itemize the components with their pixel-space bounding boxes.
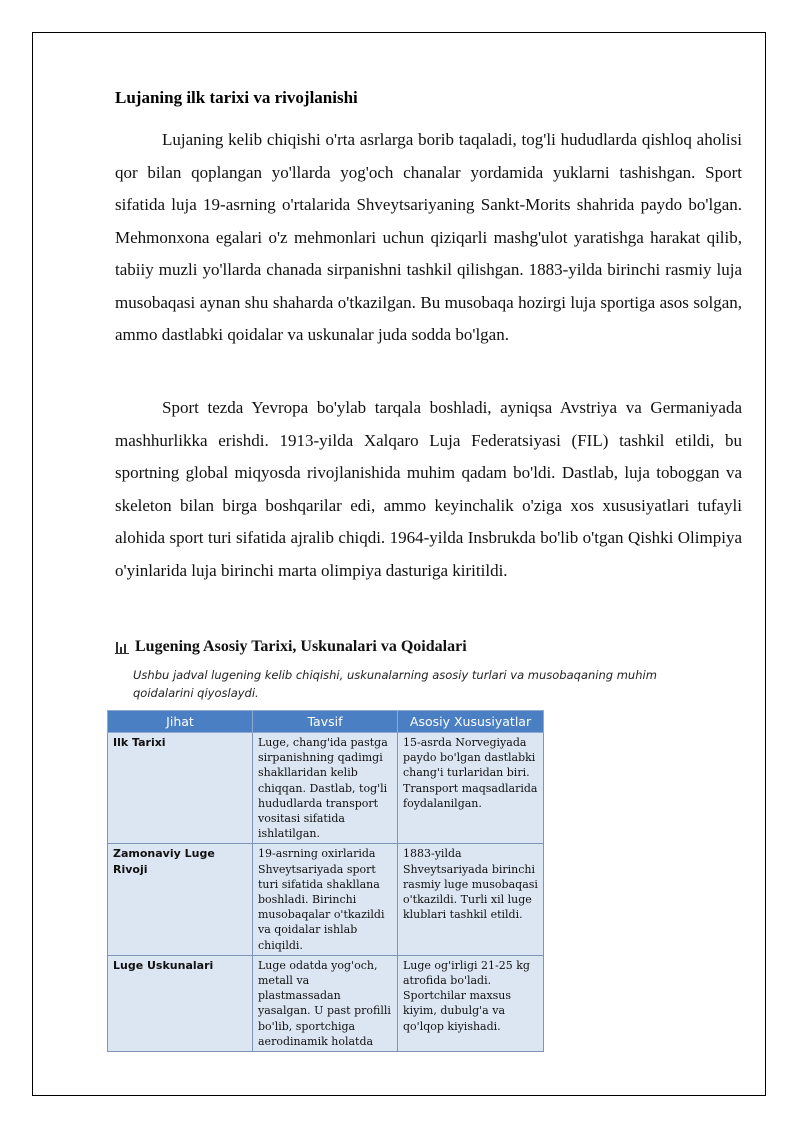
header-description: Tavsif bbox=[253, 711, 398, 733]
paragraph-1: Lujaning kelib chiqishi o'rta asrlarga borib taqaladi, tog'li hududlarda qishloq aholisi qor bilan qoplangan yo'llarda yog'och chanalar yordamida yuklarni tashishgan. Sport sifatida luja 19-asrning o'rtalarida Shveytsariyaning Sankt-Morits shahrida paydo bo'lgan. Mehmonxona egalari o'z mehmonlari uchun qiziqarli mashg'ulot yaratishga harakat qilib, tabiiy muzli yo'llarda chanada sirpanishni tashkil qilishgan. 1883-yilda birinchi rasmiy luja musobaqasi aynan shu shaharda o'tkazilgan. Bu musobaqa hozirgi luja sportiga asos solgan, ammo dastlabki qoidalar va uskunalar juda sodda bo'lgan. bbox=[115, 130, 742, 344]
cell-description: Luge odatda yog'och, metall va plastmassadan yasalgan. U past profilli bo'lib, sportchiga aerodinamik holatda bbox=[253, 955, 398, 1051]
cell-description: Luge, chang'ida pastga sirpanishning qadimgi shakllaridan kelib chiqqan. Dastlab, tog'li hududlarda transport vositasi sifatida ishlatilgan. bbox=[253, 733, 398, 844]
cell-aspect: Zamonaviy Luge Rivoji bbox=[108, 844, 253, 955]
cell-features: 15-asrda Norvegiyada paydo bo'lgan dastlabki chang'i turlaridan biri. Transport maqsadlarida foydalanilgan. bbox=[398, 733, 544, 844]
comparison-table bbox=[107, 710, 544, 1052]
cell-description: 19-asrning oxirlarida Shveytsariyada sport turi sifatida shakllana boshladi. Birinchi musobaqalar o'tkazildi va qoidalar ishlab chiqildi. bbox=[253, 844, 398, 955]
cell-features: 1883-yilda Shveytsariyada birinchi rasmiy luge musobaqasi o'tkazildi. Turli xil luge klublari tashkil etildi. bbox=[398, 844, 544, 955]
bar-chart-icon bbox=[115, 641, 129, 654]
cell-aspect: Luge Uskunalari bbox=[108, 955, 253, 1051]
table-row bbox=[108, 955, 544, 1051]
table-title-text: Lugening Asosiy Tarixi, Uskunalari va Qoidalari bbox=[135, 638, 467, 655]
table-row bbox=[108, 733, 544, 844]
header-features: Asosiy Xususiyatlar bbox=[398, 711, 544, 733]
paragraph-2: Sport tezda Yevropa bo'ylab tarqala boshladi, ayniqsa Avstriya va Germaniyada mashhurlikka erishdi. 1913-yilda Xalqaro Luja Federatsiyasi (FIL) tashkil etildi, bu sportning global miqyosda rivojlanishida muhim qadam bo'ldi. Dastlab, luja toboggan va skeleton bilan birga boshqarilar edi, ammo keyinchalik o'ziga xos xususiyatlari tufayli alohida sport turi sifatida ajralib chiqdi. 1964-yilda Insbrukda bo'lib o'tgan Qishki Olimpiya o'yinlarida luja birinchi marta olimpiya dasturiga kiritildi. bbox=[115, 398, 742, 580]
cell-features: Luge og'irligi 21-25 kg atrofida bo'ladi. Sportchilar maxsus kiyim, dubulg'a va qo'lqop kiyishadi. bbox=[398, 955, 544, 1051]
header-aspect: Jihat bbox=[108, 711, 253, 733]
cell-aspect: Ilk Tarixi bbox=[108, 733, 253, 844]
section-heading: Lujaning ilk tarixi va rivojlanishi bbox=[115, 88, 358, 107]
table-caption: Ushbu jadval lugening kelib chiqishi, uskunalarning asosiy turlari va musobaqaning muhim qoidalarini qiyoslaydi. bbox=[133, 668, 657, 700]
table-header-row bbox=[108, 711, 544, 733]
table-title bbox=[115, 638, 467, 656]
table-row bbox=[108, 844, 544, 955]
